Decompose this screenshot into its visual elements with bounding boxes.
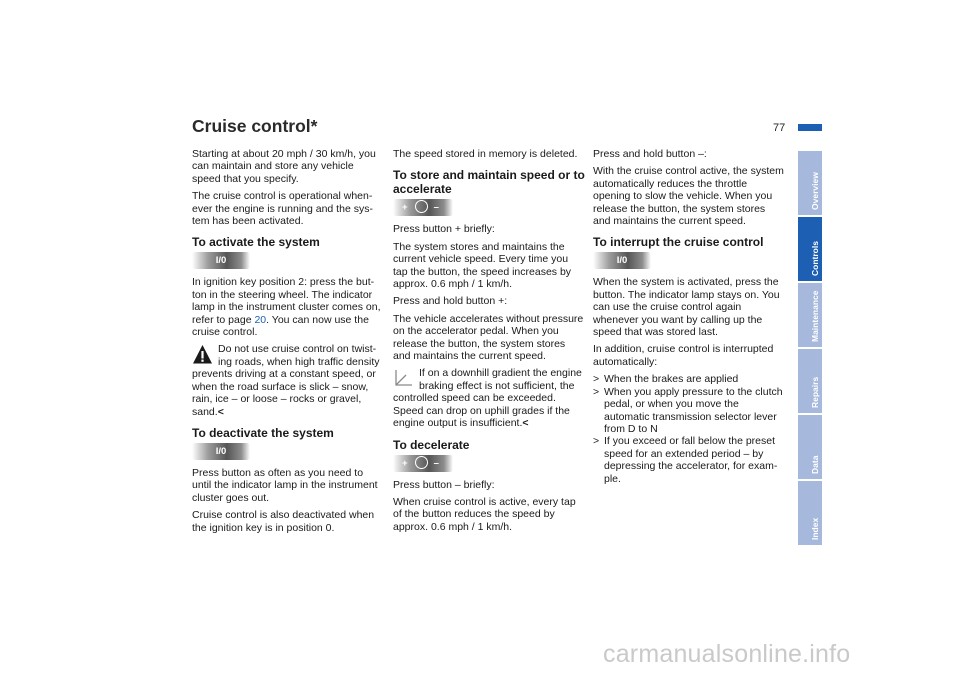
tab-repairs[interactable] [798, 348, 822, 414]
list-item [593, 435, 785, 485]
tab-maintenance[interactable] [798, 282, 822, 348]
ignition-paragraph: Cruise control is also deactivated when the ignition key is in position 0. [192, 509, 375, 534]
heading-activate: To activate the system [192, 235, 320, 250]
cruise-lever-icon [393, 455, 453, 472]
activate-text-b: . You can now use the cruise control. [192, 313, 369, 339]
tab-label: Repairs [810, 376, 820, 408]
list-item [593, 373, 785, 385]
intro-paragraph: Starting at about 20 mph / 30 km/h, you can maintain and store any vehicle speed that you specify. [192, 148, 376, 185]
tab-label: Overview [810, 172, 820, 210]
section-tabs [798, 150, 822, 546]
deactivate-paragraph: Press button as often as you need to until the indicator lamp in the instrument cluster goes out. [192, 466, 378, 504]
info-note [393, 367, 585, 429]
hold-plus-paragraph: Press and hold button +: [393, 295, 508, 308]
cruise-lever-icon [393, 199, 453, 216]
auto-interrupt-paragraph: In addition, cruise control is interrupted automatically: [593, 343, 774, 368]
tab-label: Index [810, 517, 820, 540]
column-1 [192, 148, 384, 539]
warning-note [192, 343, 384, 417]
operational-paragraph: The cruise control is operational whenever the engine is running and the system has been activated. [192, 190, 373, 228]
heading-interrupt: To interrupt the cruise control [593, 235, 764, 250]
reduce-speed-paragraph: When cruise control is active, every tap of the button reduces the speed by approx. 0.6 mph / 1 km/h. [393, 495, 576, 533]
activate-paragraph [192, 276, 384, 338]
speedometer-icon [415, 200, 428, 213]
activate-text-a: In ignition key position 2: press the button in the steering wheel. The indicator lamp in the instrument cluster comes on, refer to page [192, 276, 381, 326]
list-item [593, 386, 785, 436]
accelerate-paragraph: The vehicle accelerates without pressure on the accelerator pedal. When you release the button, the system stores and maintains the current speed. [393, 312, 584, 363]
column-3 [593, 148, 785, 485]
end-mark: < [217, 405, 224, 418]
press-plus-paragraph: Press button + briefly: [393, 223, 495, 236]
tab-index[interactable] [798, 480, 822, 546]
heading-decelerate: To decelerate [393, 437, 470, 452]
warning-text: Do not use cruise control on twisting roads, when high traffic density prevents driving at a constant speed, or when the road surface is slick – snow, rain, ice – or loose – rocks or gravel, sand. [192, 343, 380, 418]
bullet-marker: > [593, 385, 600, 398]
page-number: 77 [773, 122, 786, 134]
throttle-paragraph: With the cruise control active, the system automatically reduces the throttle opening to slow the vehicle. When you release the button, the system stores and maintains the current speed. [593, 165, 784, 228]
bullet-text: When the brakes are applied [604, 373, 739, 386]
lever-plus-label: + [402, 202, 409, 214]
bullet-text: When you apply pressure to the clutch pedal, or when you move the automatic transmission selector lever from D to N [604, 385, 783, 435]
bullet-text: If you exceed or fall below the preset speed for an extended period – by depressing the accelerator, for example. [604, 435, 778, 485]
store-speed-paragraph: The system stores and maintains the current vehicle speed. Every time you tap the button, the speed increases by approx. 0.6 mph / 1 km/h. [393, 240, 572, 291]
hold-minus-paragraph: Press and hold button –: [593, 148, 707, 160]
bullet-marker: > [593, 373, 600, 386]
warning-triangle-icon [192, 344, 213, 365]
note-corner-icon [393, 368, 414, 389]
tab-label: Controls [810, 241, 820, 276]
tab-controls[interactable] [798, 216, 822, 282]
downhill-note-text: If on a downhill gradient the engine braking effect is not sufficient, the controlled speed can be exceeded. Speed can drop on uphill grades if the engine output is insufficient. [393, 367, 582, 430]
lever-minus-label: – [433, 202, 440, 214]
interrupt-paragraph: When the system is activated, press the button. The indicator lamp stays on. You can use the cruise control again whenever you want by calling up the speed that was stored last. [593, 276, 780, 339]
lever-plus-label: + [402, 457, 409, 469]
heading-store-accelerate: To store and maintain speed or to accelerate [393, 168, 585, 197]
tab-label: Data [810, 455, 820, 474]
speedometer-icon [415, 456, 428, 469]
tab-label: Maintenance [810, 290, 820, 342]
memory-deleted-paragraph: The speed stored in memory is deleted. [393, 148, 578, 160]
page-number-bar [798, 124, 822, 131]
bullet-marker: > [593, 435, 600, 448]
lever-minus-label: – [433, 457, 440, 469]
tab-overview[interactable] [798, 150, 822, 216]
on-off-button-icon: I/0 [192, 252, 250, 269]
on-off-button-icon: I/0 [593, 252, 651, 269]
press-minus-paragraph: Press button – briefly: [393, 478, 495, 491]
column-2 [393, 148, 585, 538]
heading-deactivate: To deactivate the system [192, 425, 334, 440]
page-20-link[interactable]: 20 [254, 313, 267, 326]
page-title: Cruise control* [192, 116, 318, 136]
on-off-button-icon: I/0 [192, 443, 250, 460]
end-mark: < [522, 417, 529, 430]
watermark: carmanualsonline.info [603, 640, 851, 668]
tab-data[interactable] [798, 414, 822, 480]
